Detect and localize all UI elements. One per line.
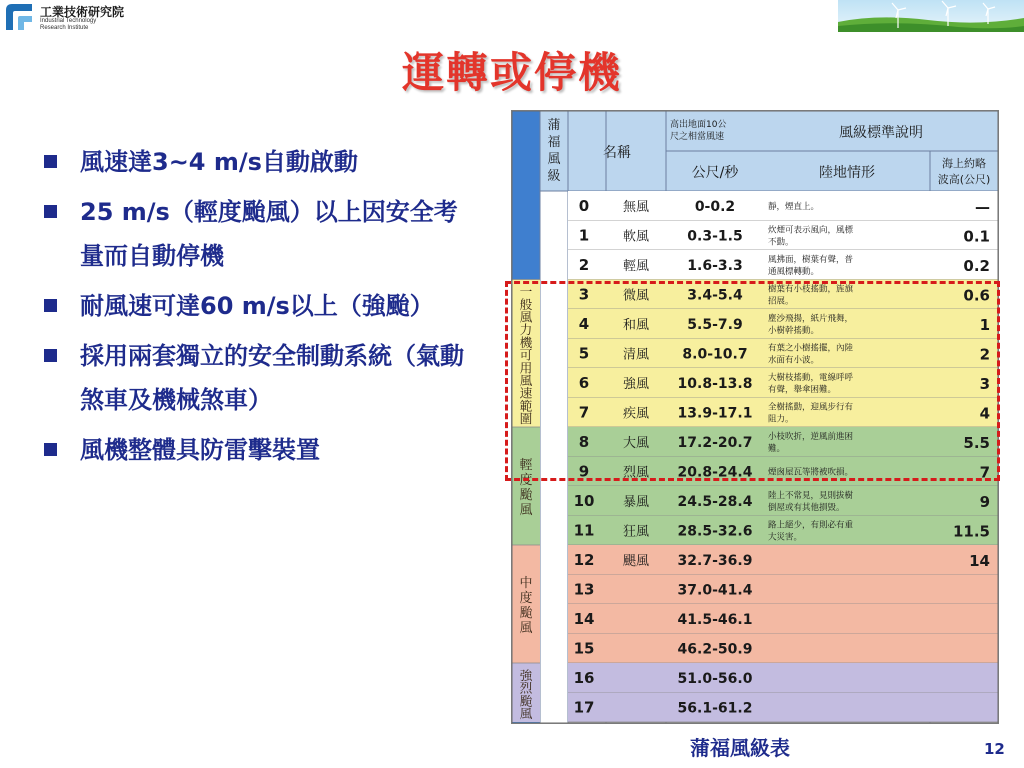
row-speed: 1.6-3.3 bbox=[687, 258, 743, 274]
row-speed: 13.9-17.1 bbox=[677, 405, 753, 422]
group-label-char: 中 bbox=[519, 576, 533, 591]
row-level: 4 bbox=[578, 315, 590, 333]
row-level: 6 bbox=[578, 374, 590, 392]
row-level: 8 bbox=[578, 433, 590, 451]
bullet-item bbox=[38, 140, 478, 184]
row-land: 靜，煙直上。 bbox=[768, 202, 820, 212]
row-land: 塵沙飛揚，紙片飛舞， bbox=[768, 314, 854, 324]
header-banner bbox=[838, 0, 1024, 32]
row-speed: 46.2-50.9 bbox=[677, 641, 753, 658]
group-label-char: 風 bbox=[519, 621, 533, 636]
row-name: 和風 bbox=[622, 318, 650, 333]
header-level-char: 蒲 bbox=[547, 118, 561, 133]
group-label-char: 風 bbox=[519, 503, 533, 518]
header-name: 名稱 bbox=[603, 145, 631, 161]
table-caption: 蒲福風級表 bbox=[690, 736, 790, 760]
group-label-char: 速 bbox=[519, 385, 533, 401]
row-name: 無風 bbox=[622, 200, 650, 215]
row-level: 3 bbox=[578, 285, 590, 304]
row-name: 大風 bbox=[622, 436, 650, 451]
slide-title: 運轉或停機 bbox=[401, 48, 622, 97]
row-wave: 7 bbox=[979, 463, 990, 482]
group-label-char: 風 bbox=[519, 372, 533, 388]
row-level: 16 bbox=[573, 669, 595, 687]
group-label-char: 力 bbox=[519, 322, 533, 338]
itri-logo-icon bbox=[4, 2, 34, 32]
row-speed: 32.7-36.9 bbox=[677, 553, 753, 569]
row-land: 水面有小波。 bbox=[768, 355, 820, 366]
header-level-char: 福 bbox=[547, 135, 561, 150]
header-land: 陸地情形 bbox=[819, 165, 875, 181]
group-label-char: 風 bbox=[519, 707, 533, 722]
header-wave: 波高(公尺) bbox=[937, 173, 991, 186]
row-level: 12 bbox=[573, 551, 595, 569]
row-speed: 8.0-10.7 bbox=[682, 346, 748, 363]
bullet-list bbox=[38, 140, 478, 478]
header-level-char: 風 bbox=[547, 152, 561, 167]
row-name: 輕風 bbox=[622, 259, 650, 274]
row-speed: 41.5-46.1 bbox=[677, 612, 753, 628]
header-speed-unit: 公尺/秒 bbox=[691, 165, 739, 181]
row-level: 5 bbox=[578, 344, 590, 363]
row-land: 大樹枝搖動，電線呼呼 bbox=[768, 373, 854, 383]
group-label-char: 颱 bbox=[519, 694, 533, 710]
row-land: 難。 bbox=[768, 444, 786, 454]
row-wave: 11.5 bbox=[952, 522, 990, 541]
group-label-char: 般 bbox=[519, 296, 533, 312]
row-land: 陸上不常見，見則拔樹 bbox=[768, 491, 854, 501]
row-speed: 0-0.2 bbox=[694, 199, 736, 215]
row-name: 疾風 bbox=[622, 406, 650, 422]
group-label-char: 圍 bbox=[519, 411, 533, 426]
group-label-char: 用 bbox=[519, 360, 533, 376]
group-label-char: 颱 bbox=[519, 606, 533, 621]
row-speed: 24.5-28.4 bbox=[677, 494, 753, 510]
row-wave: 1 bbox=[979, 316, 990, 334]
page-number: 12 bbox=[984, 740, 1005, 758]
row-land: 通風標轉動。 bbox=[768, 267, 820, 277]
row-wave: 9 bbox=[979, 493, 990, 511]
row-level: 11 bbox=[573, 521, 595, 540]
row-land: 招展。 bbox=[768, 296, 794, 307]
row-land: 樹葉有小枝搖動，旌旗 bbox=[768, 284, 854, 295]
bullet-item bbox=[38, 190, 478, 278]
row-land: 煙囪屋瓦等將被吹損。 bbox=[768, 467, 854, 478]
row-level: 0 bbox=[578, 197, 590, 215]
group-label-char: 範 bbox=[519, 398, 533, 414]
group-label-char: 颱 bbox=[519, 488, 533, 503]
row-name: 清風 bbox=[622, 347, 650, 363]
row-speed: 10.8-13.8 bbox=[677, 376, 753, 392]
header-height-note: 高出地面10公 bbox=[670, 120, 727, 130]
wind-turbine-banner-icon bbox=[838, 0, 1024, 32]
row-name: 暴風 bbox=[622, 495, 650, 510]
table-row-bg bbox=[568, 575, 998, 605]
row-land: 有聲，舉傘困難。 bbox=[768, 385, 837, 395]
row-wave: 5.5 bbox=[963, 434, 990, 452]
bullet-text: 風機整體具防雷擊裝置 bbox=[80, 436, 320, 464]
row-name: 颶風 bbox=[622, 554, 650, 569]
row-speed: 56.1-61.2 bbox=[677, 700, 753, 717]
group-label-char: 強 bbox=[519, 668, 533, 684]
row-wave: 4 bbox=[979, 404, 990, 423]
bullet-text: 耐風速可達60 m/s以上（強颱） bbox=[80, 292, 434, 320]
square-bullet-icon bbox=[44, 443, 57, 456]
row-level: 14 bbox=[573, 610, 595, 628]
bullet-item bbox=[38, 334, 478, 422]
table-row-bg bbox=[568, 693, 998, 723]
row-level: 10 bbox=[573, 492, 595, 510]
group-label-char: 一 bbox=[519, 284, 533, 300]
group-label-char: 可 bbox=[519, 347, 533, 363]
row-land: 小枝吹折，逆風前進困 bbox=[768, 432, 854, 442]
row-speed: 51.0-56.0 bbox=[677, 671, 753, 687]
row-land: 路上絕少，有則必有重 bbox=[768, 520, 854, 531]
table-row-bg bbox=[568, 634, 998, 664]
row-name: 微風 bbox=[622, 288, 650, 304]
itri-logo bbox=[4, 2, 174, 34]
bullet-text: 25 m/s（輕度颱風）以上因安全考量而自動停機 bbox=[80, 198, 458, 270]
row-name: 狂風 bbox=[622, 524, 650, 540]
row-wave: — bbox=[975, 198, 990, 216]
row-land: 風拂面，樹葉有聲，普 bbox=[768, 255, 854, 265]
row-land: 全樹搖動，迎風步行有 bbox=[768, 402, 854, 413]
row-name: 烈風 bbox=[622, 465, 650, 481]
row-wave: 0.1 bbox=[963, 227, 990, 246]
row-speed: 3.4-5.4 bbox=[687, 287, 743, 304]
table-row-bg bbox=[568, 604, 998, 634]
group-label-char: 度 bbox=[519, 591, 533, 606]
group-label-char: 烈 bbox=[519, 681, 533, 697]
row-wave: 3 bbox=[979, 375, 990, 393]
row-speed: 17.2-20.7 bbox=[677, 435, 753, 451]
square-bullet-icon bbox=[44, 349, 57, 362]
bullet-text: 採用兩套獨立的安全制動系統（氣動煞車及機械煞車） bbox=[80, 342, 464, 414]
row-level: 15 bbox=[573, 639, 595, 658]
row-land: 倒屋或有其他損毀。 bbox=[768, 503, 845, 513]
row-land: 炊煙可表示風向，風標 bbox=[768, 225, 854, 236]
logo-english-line2: Research Institute bbox=[40, 25, 89, 31]
row-name: 強風 bbox=[622, 377, 650, 392]
square-bullet-icon bbox=[44, 299, 57, 312]
bullet-item bbox=[38, 284, 478, 328]
table-row-bg bbox=[568, 663, 998, 693]
group-label-char: 風 bbox=[519, 309, 533, 325]
logo-english-line1: Industrial Technology bbox=[40, 18, 97, 24]
row-speed: 0.3-1.5 bbox=[687, 228, 743, 245]
row-level: 17 bbox=[573, 698, 595, 717]
row-wave: 2 bbox=[979, 345, 990, 364]
row-level: 2 bbox=[578, 256, 590, 274]
row-speed: 37.0-41.4 bbox=[677, 582, 753, 599]
logo-chinese-name: 工業技術研究院 bbox=[40, 5, 125, 19]
square-bullet-icon bbox=[44, 155, 57, 168]
bullet-item bbox=[38, 428, 478, 472]
row-speed: 28.5-32.6 bbox=[677, 523, 753, 540]
row-land: 小樹幹搖動。 bbox=[768, 326, 820, 336]
row-wave: 0.6 bbox=[963, 286, 990, 305]
row-land: 大災害。 bbox=[768, 532, 803, 543]
row-name: 軟風 bbox=[622, 229, 650, 245]
row-wave: 0.2 bbox=[963, 257, 990, 275]
group-label-char: 機 bbox=[519, 334, 533, 350]
row-level: 13 bbox=[573, 580, 595, 599]
row-land: 有葉之小樹搖擺，內陸 bbox=[768, 343, 854, 354]
row-wave: 14 bbox=[969, 552, 990, 570]
group-label-char: 度 bbox=[519, 473, 533, 488]
square-bullet-icon bbox=[44, 205, 57, 218]
header-wave: 海上約略 bbox=[942, 157, 986, 170]
row-level: 7 bbox=[578, 403, 590, 422]
header-level-char: 級 bbox=[547, 169, 561, 184]
row-speed: 20.8-24.4 bbox=[677, 464, 753, 481]
row-land: 阻力。 bbox=[768, 414, 794, 425]
row-land: 不動。 bbox=[768, 237, 794, 248]
bullet-text: 風速達3~4 m/s自動啟動 bbox=[80, 148, 358, 176]
group-label-char: 輕 bbox=[519, 458, 533, 473]
header-explain: 風級標準說明 bbox=[839, 125, 923, 141]
header-height-note: 尺之相當風速 bbox=[670, 132, 725, 142]
row-level: 1 bbox=[578, 226, 590, 245]
row-level: 9 bbox=[578, 462, 590, 481]
wind-turbine-range-highlight bbox=[505, 281, 1000, 481]
row-speed: 5.5-7.9 bbox=[687, 317, 743, 333]
